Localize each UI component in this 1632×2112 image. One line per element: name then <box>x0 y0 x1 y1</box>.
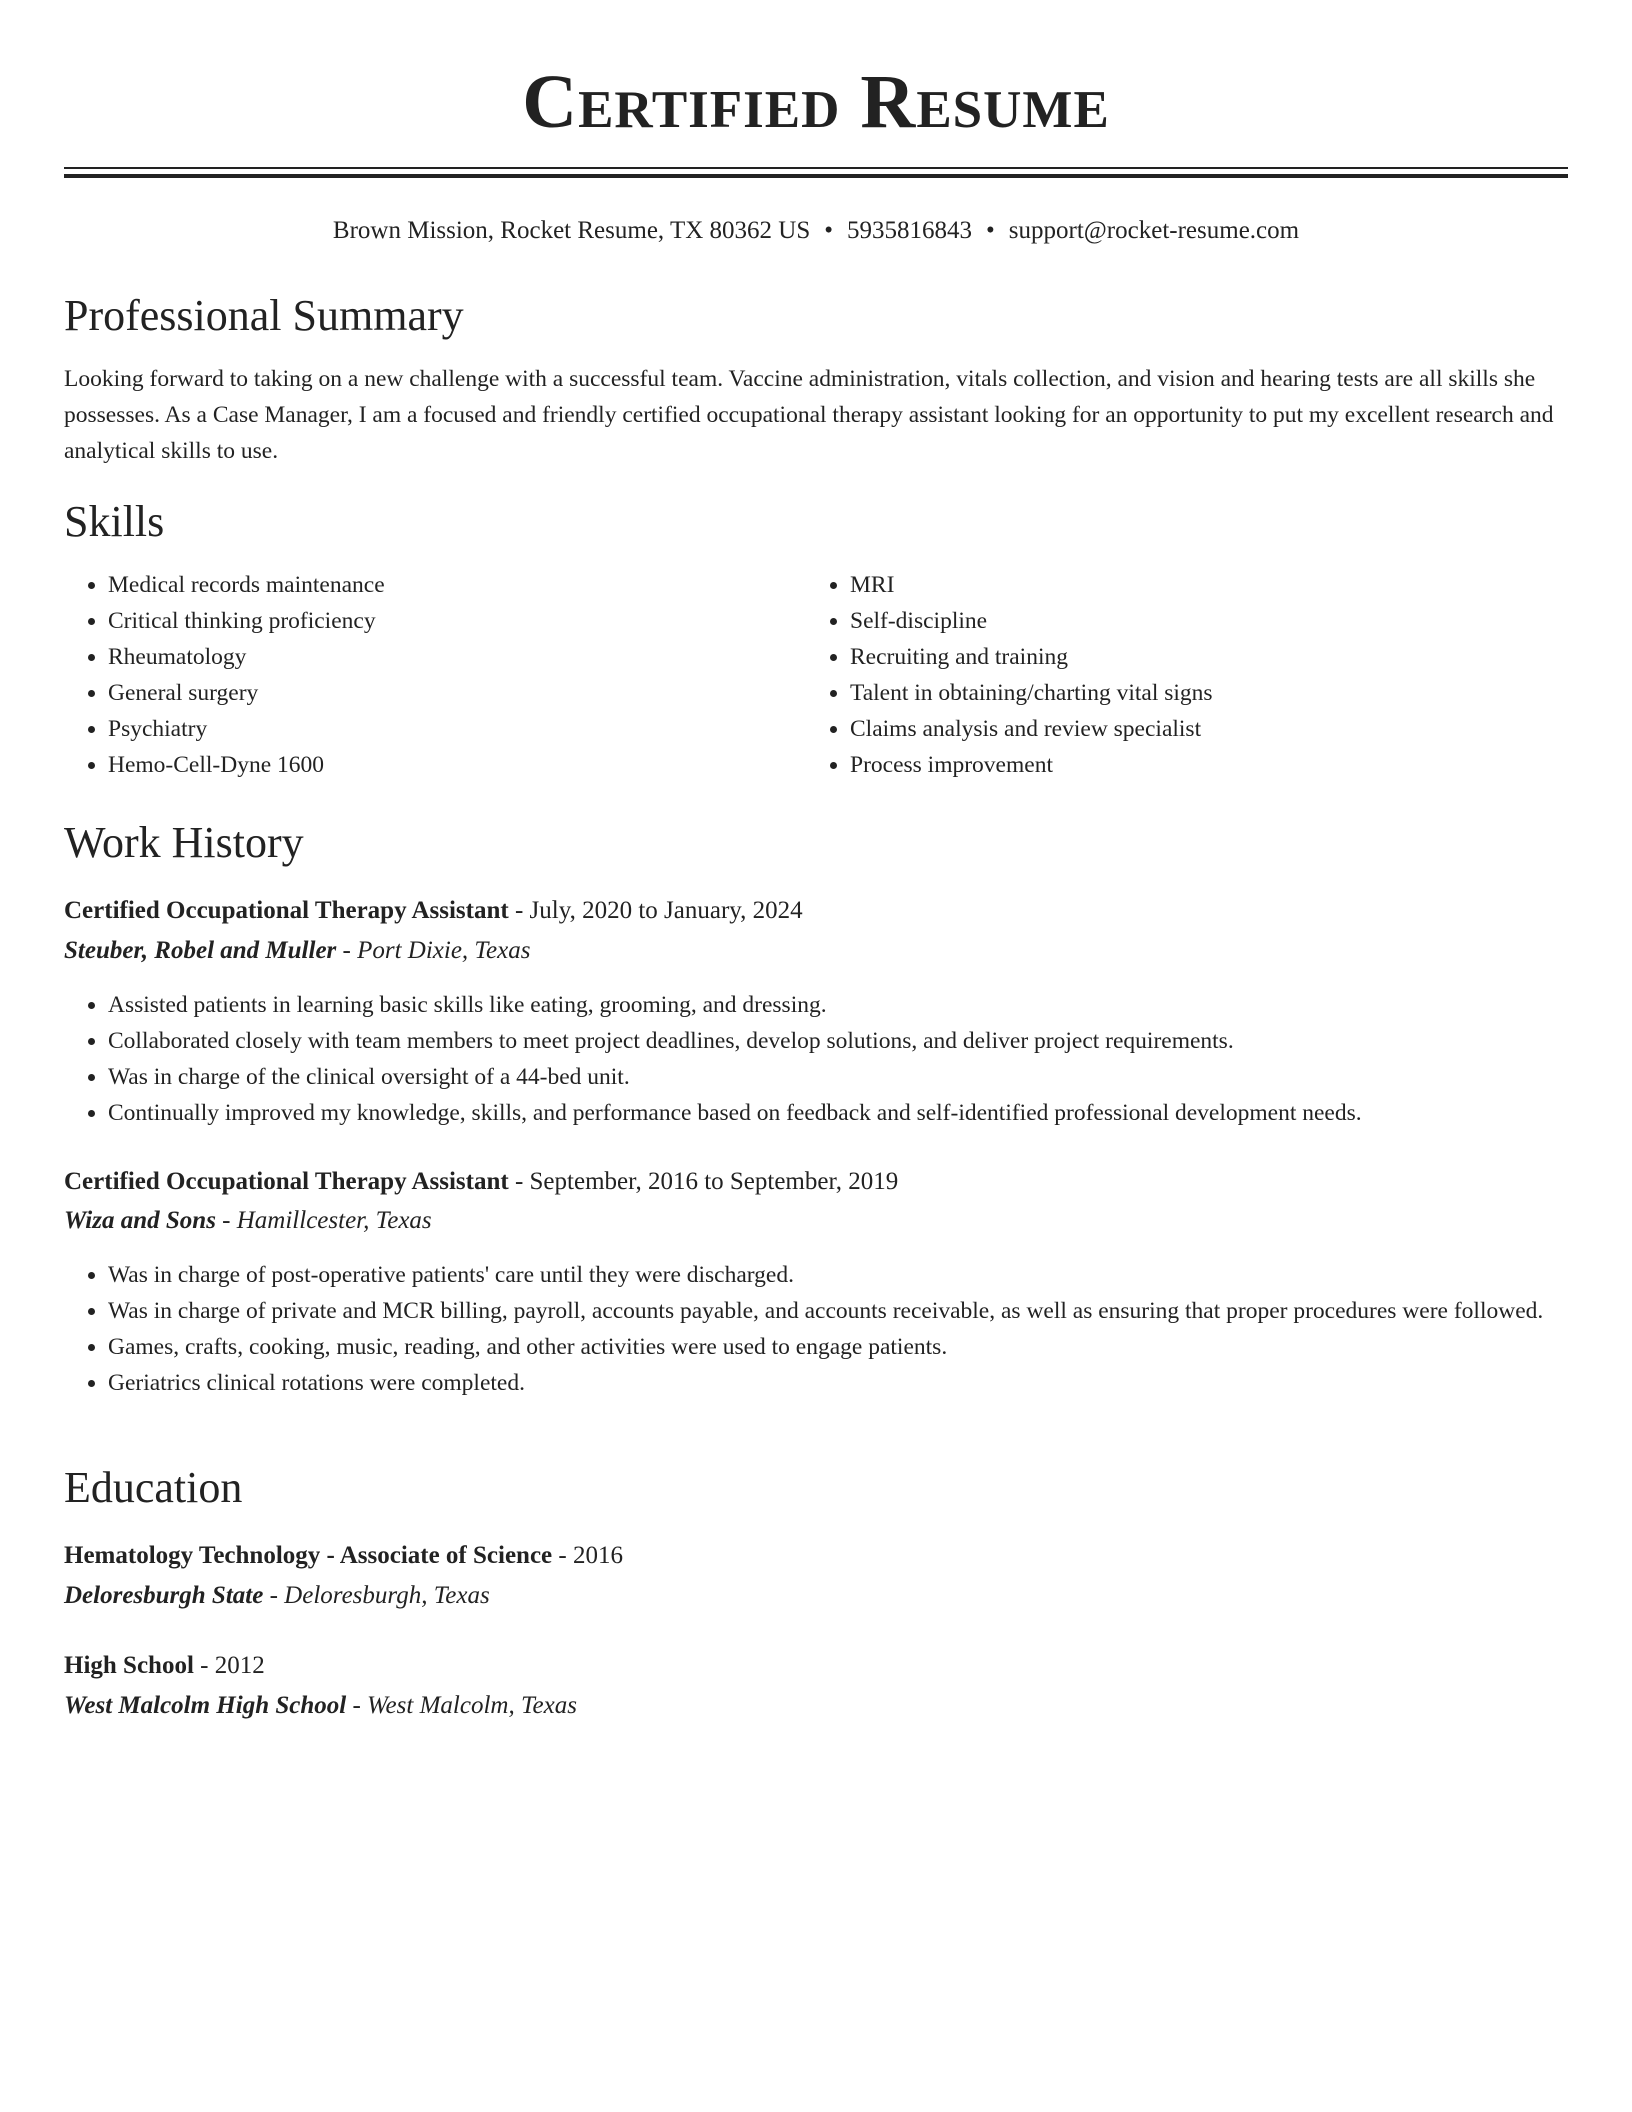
job-employer: Wiza and Sons <box>64 1207 216 1234</box>
job-location: Hamillcester, Texas <box>236 1207 432 1234</box>
education-degree: Hematology Technology - Associate of Science <box>64 1542 553 1569</box>
skill-item: • Medical records maintenance <box>108 567 808 603</box>
skill-item: • MRI <box>850 567 1550 603</box>
job-title-line: Certified Occupational Therapy Assistant - July, 2020 to January, 2024 <box>64 897 803 924</box>
header-divider-thick <box>64 174 1568 178</box>
skill-item: • Self-discipline <box>850 603 1550 639</box>
job-duty: • Games, crafts, cooking, music, reading, and other activities were used to engage patients. <box>108 1329 1568 1365</box>
job-employer-line: Steuber, Robel and Muller - Port Dixie, Texas <box>64 937 531 964</box>
summary-text: Looking forward to taking on a new challenge with a successful team. Vaccine administration, vitals collection, and vision and hearing tests are all skills she possesses. As a Case Manager, I am a focused and friendly certified occupational therapy assistant looking for an opportunity to put my excellent research and analytical skills to use. <box>64 366 1554 464</box>
job-title: Certified Occupational Therapy Assistant <box>64 1168 509 1195</box>
summary-heading: Professional Summary <box>64 291 464 340</box>
education-school-line: West Malcolm High School - West Malcolm, Texas <box>64 1692 577 1719</box>
contact-phone: 5935816843 <box>847 217 973 244</box>
contact-line <box>64 213 1568 249</box>
skill-item: • Recruiting and training <box>850 639 1550 675</box>
education-location: West Malcolm, Texas <box>367 1692 577 1719</box>
job-employer-line: Wiza and Sons - Hamillcester, Texas <box>64 1207 432 1234</box>
job-title-line: Certified Occupational Therapy Assistant - September, 2016 to September, 2019 <box>64 1168 899 1195</box>
skill-item: • Rheumatology <box>108 639 808 675</box>
skill-item: • General surgery <box>108 675 808 711</box>
skills-heading: Skills <box>64 497 165 546</box>
header-divider-thin <box>64 167 1568 169</box>
education-school: West Malcolm High School <box>64 1692 347 1719</box>
resume-page <box>64 0 1568 1719</box>
contact-separator: • <box>824 217 834 244</box>
skill-item: • Process improvement <box>850 747 1550 783</box>
education-school-line: Deloresburgh State - Deloresburgh, Texas <box>64 1582 490 1609</box>
job-duties-list <box>64 987 1568 1131</box>
education-degree-line: High School - 2012 <box>64 1652 265 1679</box>
skills-list-left <box>64 567 808 783</box>
job-duty: • Was in charge of the clinical oversight of a 44-bed unit. <box>108 1059 1568 1095</box>
skill-item: • Psychiatry <box>108 711 808 747</box>
contact-email: support@rocket-resume.com <box>1008 217 1300 244</box>
job-duty: • Geriatrics clinical rotations were completed. <box>108 1365 1568 1401</box>
job-dates: July, 2020 to January, 2024 <box>529 897 803 924</box>
skill-item: • Talent in obtaining/charting vital signs <box>850 675 1550 711</box>
job-duty: • Was in charge of post-operative patients' care until they were discharged. <box>108 1257 1568 1293</box>
education-degree-line: Hematology Technology - Associate of Science - 2016 <box>64 1542 623 1569</box>
job-duty: • Assisted patients in learning basic skills like eating, grooming, and dressing. <box>108 987 1568 1023</box>
education-location: Deloresburgh, Texas <box>284 1582 490 1609</box>
skill-item: • Claims analysis and review specialist <box>850 711 1550 747</box>
job-location: Port Dixie, Texas <box>357 937 531 964</box>
work-history-heading: Work History <box>64 818 304 867</box>
job-employer: Steuber, Robel and Muller <box>64 937 337 964</box>
job-title: Certified Occupational Therapy Assistant <box>64 897 509 924</box>
education-school: Deloresburgh State <box>64 1582 264 1609</box>
skill-item: • Critical thinking proficiency <box>108 603 808 639</box>
resume-name: Certified Resume <box>522 60 1110 144</box>
contact-address: Brown Mission, Rocket Resume, TX 80362 US <box>332 217 811 244</box>
job-dates: September, 2016 to September, 2019 <box>529 1168 899 1195</box>
education-year: 2012 <box>214 1652 265 1679</box>
job-duty: • Collaborated closely with team members to meet project deadlines, develop solutions, and deliver project requirements. <box>108 1023 1568 1059</box>
job-duties-list <box>64 1257 1568 1401</box>
skill-item: • Hemo-Cell-Dyne 1600 <box>108 747 808 783</box>
job-duty: • Was in charge of private and MCR billing, payroll, accounts payable, and accounts receivable, as well as ensuring that proper procedures were followed. <box>108 1293 1568 1329</box>
education-year: 2016 <box>572 1542 623 1569</box>
job-duty: • Continually improved my knowledge, skills, and performance based on feedback and self-identified professional development needs. <box>108 1095 1568 1131</box>
skills-list-right <box>806 567 1550 783</box>
education-degree: High School <box>64 1652 194 1679</box>
contact-separator: • <box>986 217 995 244</box>
education-heading: Education <box>64 1463 243 1512</box>
